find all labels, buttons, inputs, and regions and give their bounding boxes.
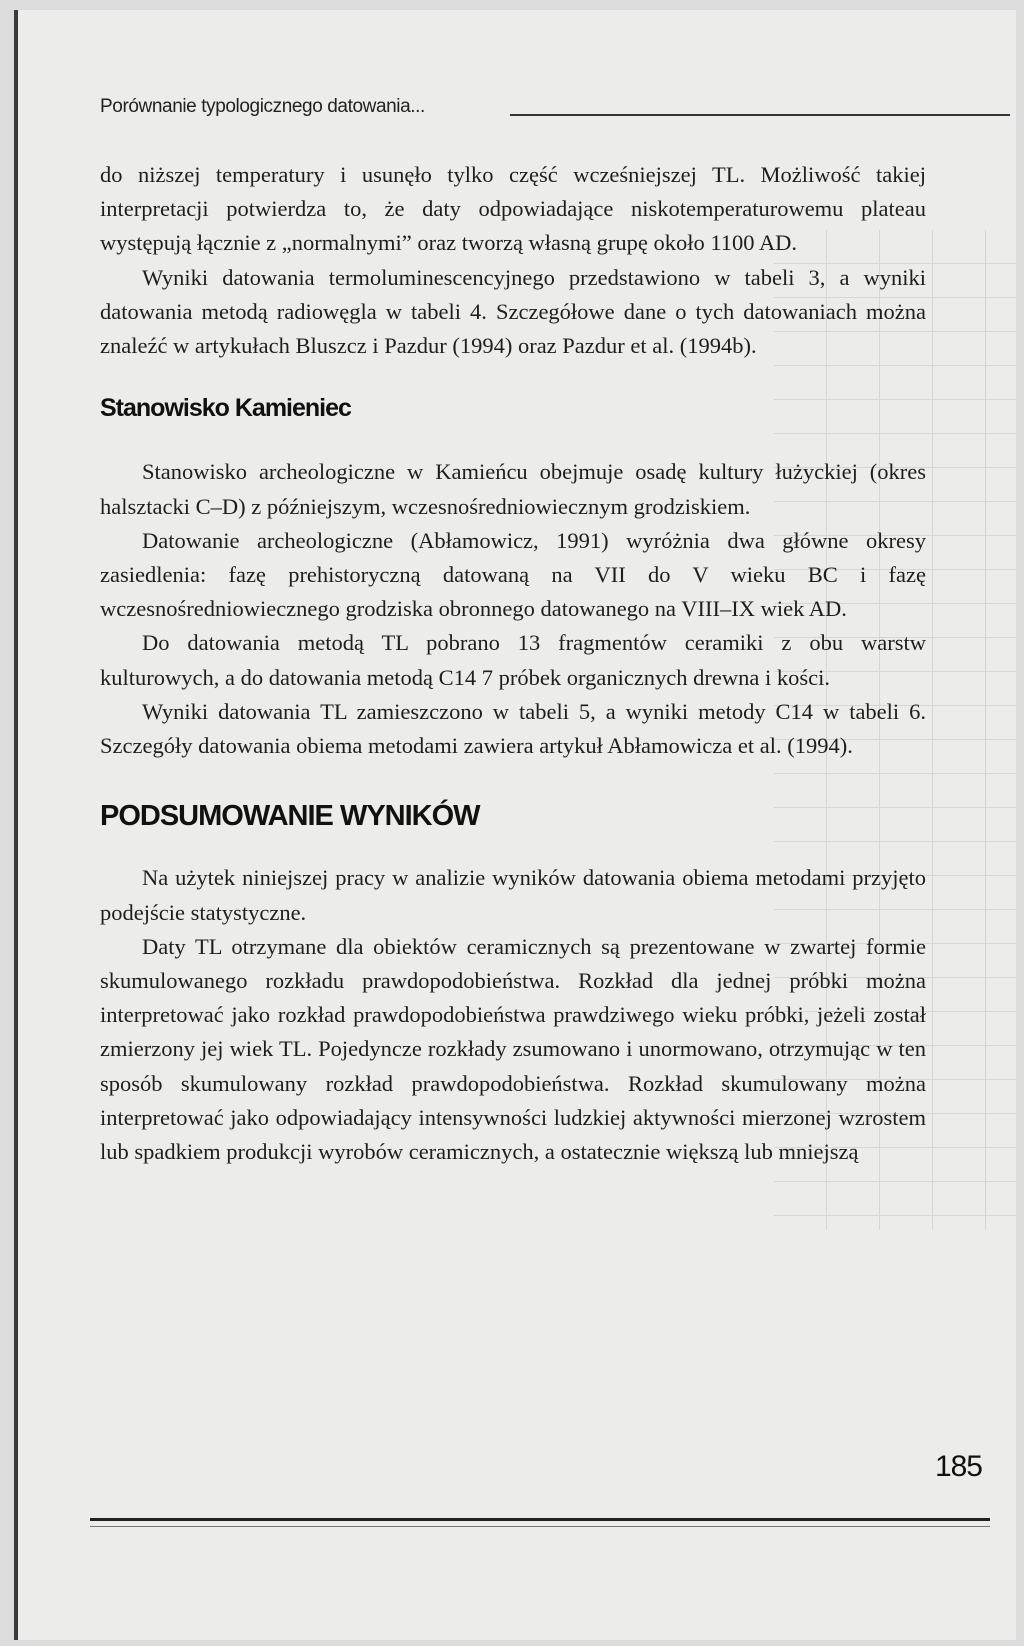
- paragraph: Wyniki datowania TL zamieszczono w tabeli 5, a wyniki metody C14 w tabeli 6. Szczegóły datowania obiema metodami zawiera artykuł Abłamowicza et al. (1994).: [100, 698, 926, 759]
- running-title: Porównanie typologicznego datowania...: [100, 96, 425, 117]
- paragraph: Wyniki datowania termoluminescencyjnego przedstawiono w tabeli 3, a wyniki datowania metodą radiowęgla w tabeli 4. Szczegółowe dane o tych datowaniach można znaleźć w artykułach Bluszcz i Pazdur (1994) oraz Pazdur et al. (1994b).: [100, 264, 926, 359]
- footer-rule-thin: [90, 1526, 990, 1527]
- section-heading-summary: PODSUMOWANIE WYNIKÓW: [100, 800, 480, 833]
- paragraph: Stanowisko archeologiczne w Kamieńcu obejmuje osadę kultury łużyckiej (okres halsztacki C–D) z późniejszym, wczesnośredniowiecznym grodziskiem.: [100, 459, 926, 519]
- paragraph: Do datowania metodą TL pobrano 13 fragmentów ceramiki z obu warstw kulturowych, a do datowania metodą C14 7 próbek organicznych drewna i kości.: [100, 630, 926, 690]
- paragraph: Datowanie archeologiczne (Abłamowicz, 1991) wyróżnia dwa główne okresy zasiedlenia: fazę prehistoryczną datowaną na VII do V wieku BC i fazę wczesnośredniowiecznego grodziska obronnego datowanego na VIII–IX wiek AD.: [100, 527, 926, 622]
- paragraph: Daty TL otrzymane dla obiektów ceramicznych są prezentowane w zwartej formie skumulowanego rozkładu prawdopodobieństwa. Rozkład dla jednej próbki można interpretować jako rozkład prawdopodobieństwa prawdziwego wieku próbki, jeżeli został zmierzony jej wiek TL. Pojedyncze rozkłady zsumowano i unormowano, otrzymując w ten sposób skumulowany rozkład prawdopodobieństwa. Rozkład skumulowany można interpretować jako odpowiadający intensywności ludzkiej aktywności mierzonej wzrostem lub spadkiem produkcji wyrobów ceramicznych, a ostatecznie większą lub mniejszą: [100, 933, 926, 1165]
- paragraph-continuation: do niższej temperatury i usunęło tylko część wcześniejszej TL. Możliwość takiej interpretacji potwierdza to, że daty odpowiadające niskotemperaturowemu plateau występują łącznie z „normalnymi” oraz tworzą własną grupę około 1100 AD.: [100, 162, 926, 256]
- paragraph: Na użytek niniejszej pracy w analizie wyników datowania obiema metodami przyjęto podejście statystyczne.: [100, 865, 926, 925]
- page-edge-rule: [14, 10, 18, 1640]
- page-number: 185: [934, 1450, 982, 1483]
- section-heading-kamieniec: Stanowisko Kamieniec: [100, 394, 351, 423]
- header-rule: [510, 114, 1010, 116]
- running-header: [100, 92, 1016, 132]
- footer-rule: [90, 1518, 990, 1521]
- main-text: [100, 158, 926, 1169]
- book-page: [14, 10, 1016, 1640]
